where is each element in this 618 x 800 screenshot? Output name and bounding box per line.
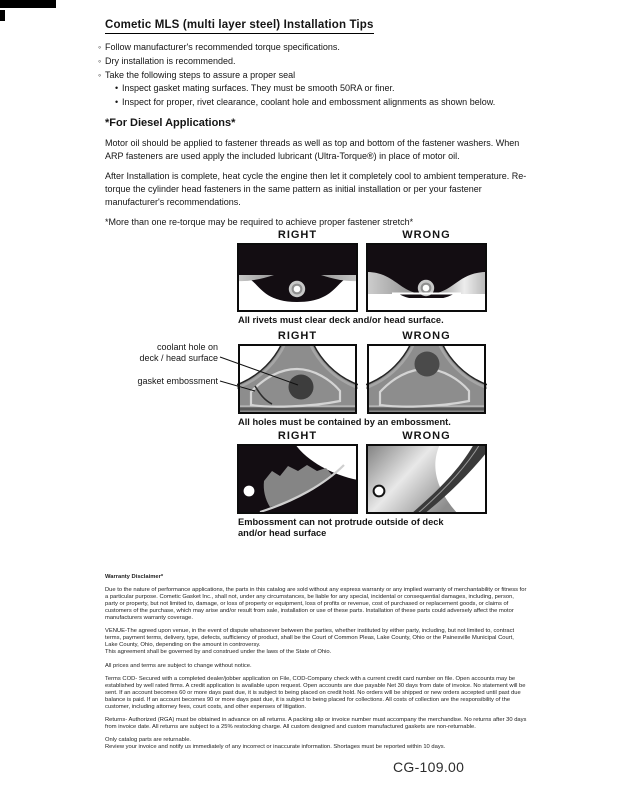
right-label: RIGHT [277, 229, 318, 241]
circle-bullet-icon: ◦ [98, 42, 102, 52]
wrong-label: WRONG [402, 330, 451, 342]
diagram-caption: All holes must be contained by an embossment. [238, 417, 451, 427]
retorque-note: *More than one re-torque may be required to achieve proper fastener stretch* [105, 217, 414, 227]
circle-bullet-icon: ◦ [98, 55, 102, 66]
page-number: CG-109.00 [393, 759, 465, 775]
tip-text: Dry installation is recommended. [105, 55, 236, 66]
disclaimer-paragraph: Returns- Authorized (RGA) must be obtained in advance on all returns. A packing slip or invoice number must accompany the merchandise. No returns after 30 days from invoice date. All returns are subject to a 25% restocking charge. All custom designed and custom manufactured gaskets are non-returnable. [105, 717, 527, 730]
diagram-caption: All rivets must clear deck and/or head surface. [238, 315, 444, 325]
list-item [98, 55, 530, 69]
paragraph: After Installation is complete, heat cycle the engine then let it completely cool to ambient temperature. Re-torque the cylinder head fasteners in the same pattern as initial installation or per your fastener manufacturer's recommendations. [105, 171, 527, 207]
page-title: Cometic MLS (multi layer steel) Installation Tips [105, 19, 374, 34]
embossment-right-panel-image [237, 444, 358, 514]
tip-text: Inspect for proper, rivet clearance, coolant hole and embossment alignments as shown below. [122, 97, 496, 108]
print-registration-mark-small [0, 10, 5, 21]
tip-text: Take the following steps to assure a proper seal [105, 69, 296, 80]
diagram-labels [237, 229, 525, 242]
coolant-hole-label: coolant hole on deck / head surface [139, 342, 218, 363]
list-item [98, 41, 530, 55]
coolant-hole [415, 352, 440, 377]
disclaimer-paragraph: Review your invoice and notify us immediately of any incorrect or inaccurate information. Shortages must be reported within 10 days. [105, 744, 446, 751]
diesel-applications-section [105, 117, 531, 236]
coolant-wrong-panel-image [366, 344, 487, 414]
bolt-hole [244, 486, 255, 497]
wrong-label: WRONG [402, 229, 451, 241]
coolant-hole [289, 375, 314, 400]
wrong-label: WRONG [402, 430, 451, 442]
right-label: RIGHT [277, 430, 318, 442]
tip-text: Inspect gasket mating surfaces. They must be smooth 50RA or finer. [122, 83, 395, 94]
diagram-labels [237, 430, 525, 443]
diagram-coolant-hole [105, 330, 525, 428]
disclaimer-paragraph: Terms COD- Secured with a completed dealer/jobber application on File, COD-Company check with a current credit card number on file. Open accounts may be established by well rated firms. A credit application is available upon request. Open accounts are due payable Net 30 days from date of invoice. No statement will be sent. If an account becomes 60 or more days past due, it is subject to being placed on credit hold. No orders will be shipped or new orders accepted until past due balance is paid. If an account becomes 90 or more days past due, it is subject to being placed for collections. All costs of collection are the responsibility of the customer, including attorney fees, court costs, and other expenses of litigation. [105, 675, 526, 710]
circle-bullet-icon: ◦ [98, 69, 102, 80]
warranty-disclaimer [105, 574, 528, 758]
dot-bullet-icon: • [115, 97, 119, 108]
right-label: RIGHT [277, 330, 318, 342]
installation-tips-list [98, 41, 530, 110]
embossment-wrong-panel-image [366, 444, 487, 514]
disclaimer-paragraph: VENUE-The agreed upon venue, in the event of dispute whatsoever between the parties, whether instituted by either party, including, but not limited to, contract terms, payment terms, delivery, type, defects, sufficiency of product, shall be the Court of Common Pleas, Lake County, Ohio or the Painesville Municipal Court, Lake County, Ohio, depending on the amount in controversy. [105, 628, 515, 649]
tip-text: Follow manufacturer's recommended torque specifications. [105, 42, 340, 52]
disclaimer-heading: Warranty Disclaimer* [105, 574, 164, 580]
disclaimer-paragraph: All prices and terms are subject to change without notice. [105, 662, 252, 669]
dot-bullet-icon: • [115, 83, 119, 94]
list-item [98, 69, 530, 83]
diagram-rivet-clearance [105, 229, 525, 326]
coolant-right-panel-image [237, 344, 358, 414]
gasket-embossment-label: gasket embossment [137, 376, 218, 386]
rivet-wrong-panel-image [366, 243, 487, 312]
list-item [98, 96, 530, 110]
diagram-embossment-protrusion [105, 430, 525, 538]
rivet-right-panel-image [237, 243, 358, 312]
print-registration-mark [0, 0, 56, 8]
disclaimer-paragraph: Due to the nature of performance applications, the parts in this catalog are sold without any express warranty or any implied warranty of merchantability or fitness for a particular purpose. Cometic Gasket Inc., shall not, under any circumstances, be liable for any special, incidental or consequential damages, including, person, party or property, but not limited to, damage, or loss of property or equipment, loss of profits or revenue, cost of purchased or replacement goods, or claims of customers of the purchase, which may arise and/or result from sale, installation or use of these parts. Installation of these parts could adversely affect the motor manufacturers warranty coverage. [105, 587, 527, 622]
bolt-hole [374, 486, 385, 497]
disclaimer-paragraph: This agreement shall be governed by and construed under the laws of the State of Ohio. [105, 649, 332, 656]
section-heading: *For Diesel Applications* [105, 117, 236, 129]
paragraph: Motor oil should be applied to fastener threads as well as top and bottom of the fastener washers. When ARP fasteners are used apply the included lubricant (Ultra-Torque®) in place of motor oil. [105, 138, 520, 161]
list-item [98, 82, 530, 96]
diagram-caption: Embossment can not protrude outside of deck and/or head surface [238, 517, 444, 538]
diagram-labels [237, 330, 525, 343]
disclaimer-paragraph: Only catalog parts are returnable. [105, 737, 192, 744]
